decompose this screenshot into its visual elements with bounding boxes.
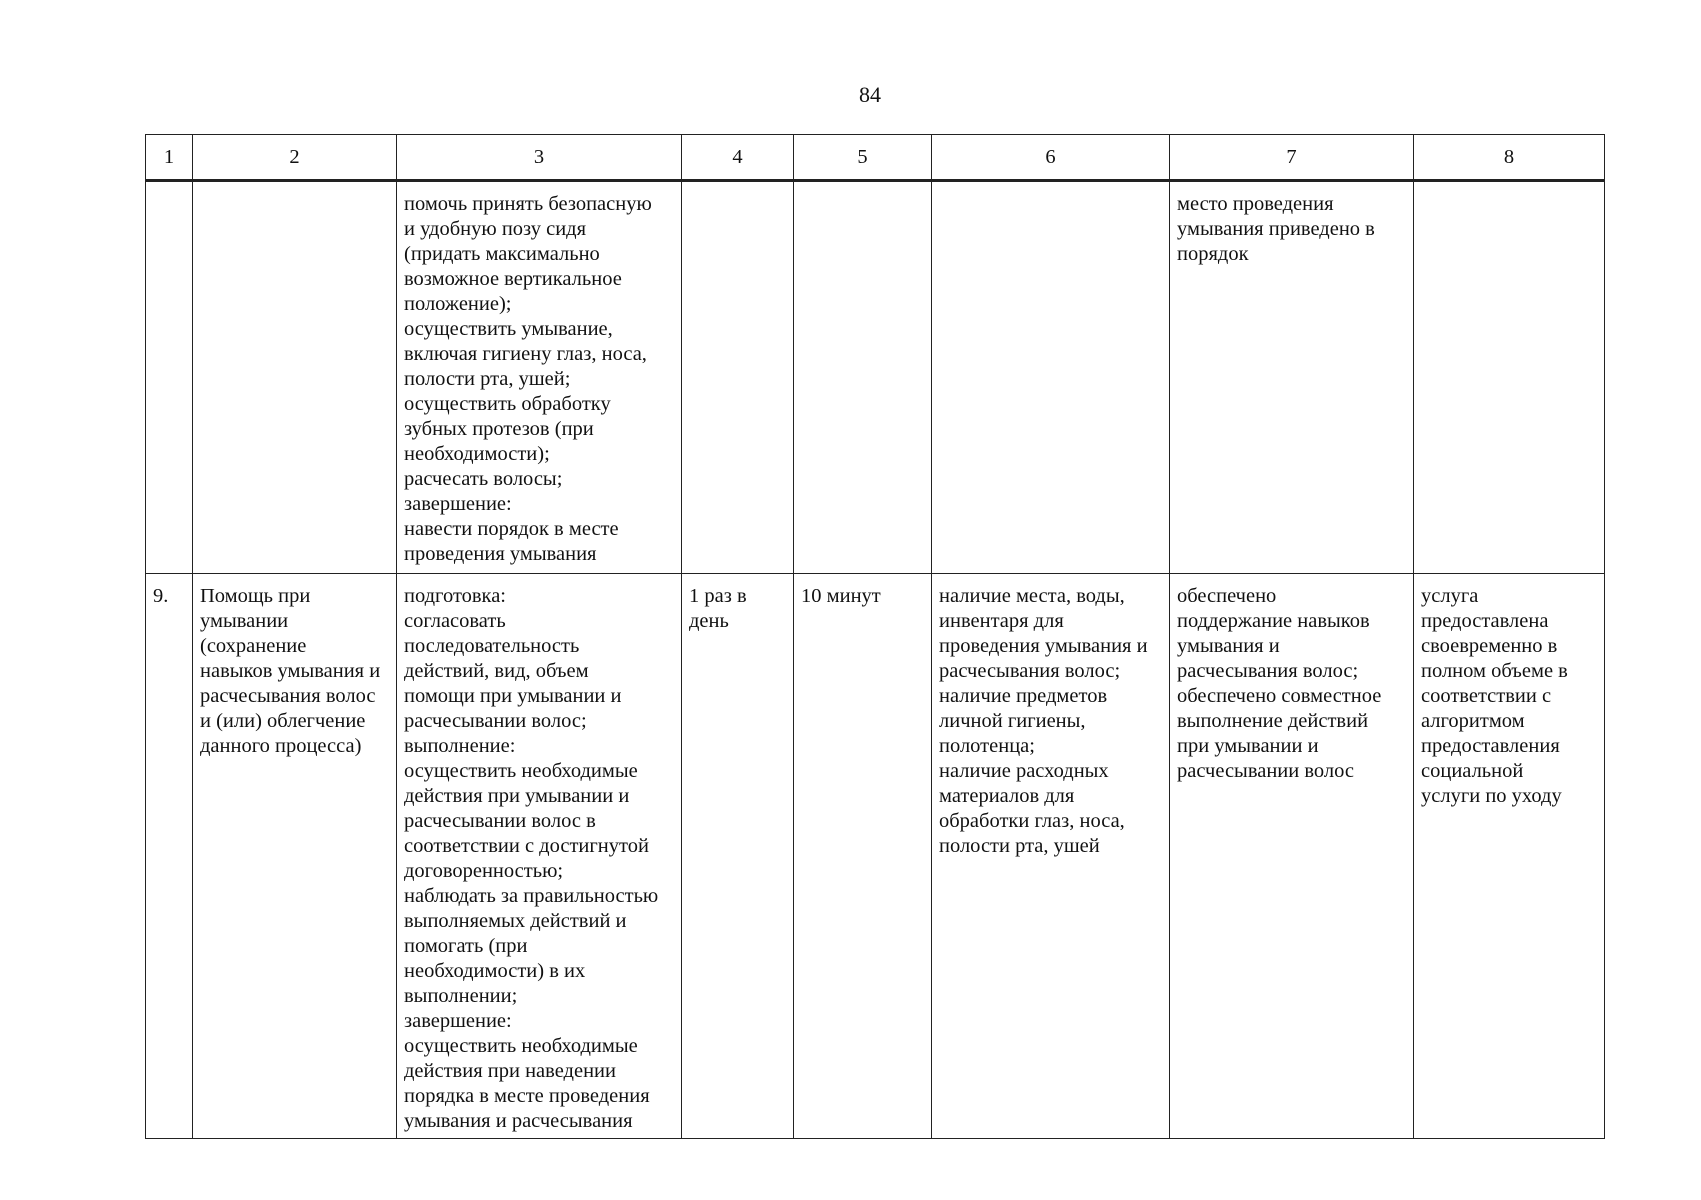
cell-procedure: подготовка: согласовать последовательность действий, вид, объем помощи при умывании и расчесывании волос; выполнение: осуществить необходимые действия при умывании и расчесывании волос в соответствии с достигнутой договоренностью; наблюдать за правильностью выполняемых действий и помогать (при необходимости) в их выполнении; завершение: осуществить необходимые действия при наведении порядка в месте проведения умывания и расчесывания [397,574,682,1139]
cell-frequency: 1 раз в день [682,574,794,1139]
cell-procedure: помочь принять безопасную и удобную позу сидя (придать максимально возможное вертикальное положение); осуществить умывание, включая гигиену глаз, носа, полости рта, ушей; осуществить обработку зубных протезов (при необходимости); расчесать волосы; завершение: навести порядок в месте проведения умывания [397,181,682,574]
column-header-1: 1 [146,135,193,181]
column-header-7: 7 [1170,135,1414,181]
cell-duration: 10 минут [794,574,932,1139]
header-row [146,135,1605,181]
cell-conditions: наличие места, воды, инвентаря для проведения умывания и расчесывания волос; наличие предметов личной гигиены, полотенца; наличие расходных материалов для обработки глаз, носа, полости рта, ушей [932,574,1170,1139]
column-header-2: 2 [193,135,397,181]
column-header-6: 6 [932,135,1170,181]
table-body [146,181,1605,1139]
cell-quality [1414,181,1605,574]
column-header-3: 3 [397,135,682,181]
column-header-4: 4 [682,135,794,181]
cell-result: обеспечено поддержание навыков умывания и расчесывания волос; обеспечено совместное выполнение действий при умывании и расчесывании волос [1170,574,1414,1139]
cell-conditions [932,181,1170,574]
column-header-8: 8 [1414,135,1605,181]
table-header [146,135,1605,181]
cell-frequency [682,181,794,574]
cell-duration [794,181,932,574]
cell-quality: услуга предоставлена своевременно в полном объеме в соответствии с алгоритмом предоставления социальной услуги по уходу [1414,574,1605,1139]
cell-service-name [193,181,397,574]
page-number: 84 [859,82,881,107]
cell-number [146,181,193,574]
cell-service-name: Помощь при умывании (сохранение навыков умывания и расчесывания волос и (или) облегчение данного процесса) [193,574,397,1139]
cell-result: место проведения умывания приведено в порядок [1170,181,1414,574]
column-header-5: 5 [794,135,932,181]
service-table [145,134,1605,1139]
table-row-continuation [146,181,1605,574]
cell-number: 9. [146,574,193,1139]
table-row-item-9 [146,574,1605,1139]
